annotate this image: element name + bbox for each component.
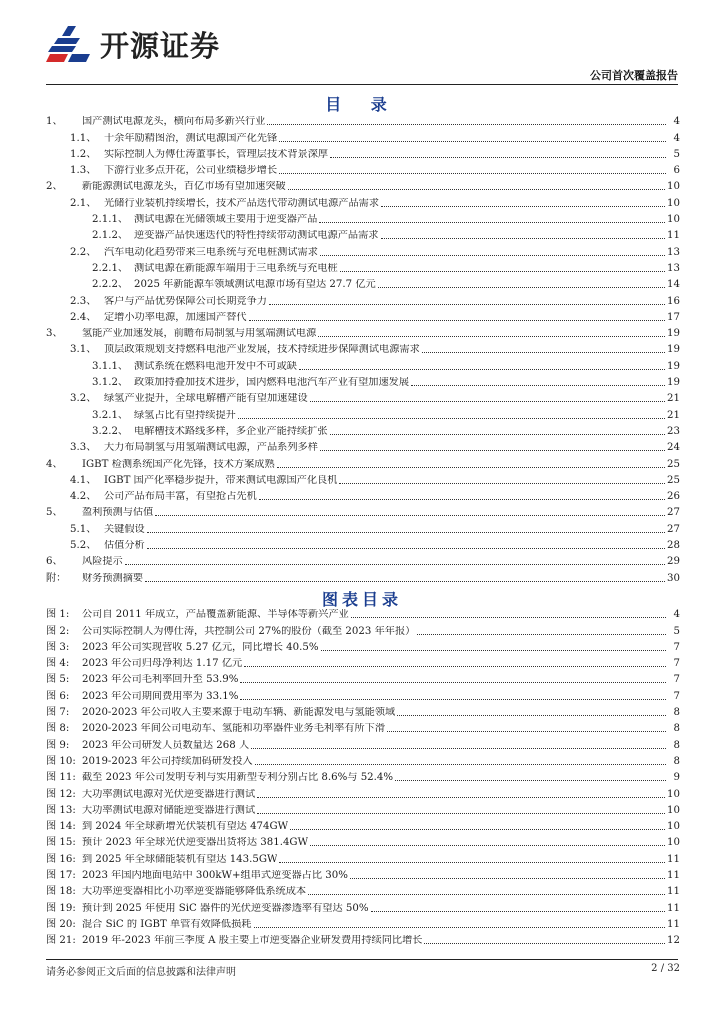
entry-number: 图 4:: [46, 658, 70, 670]
entry-text: 到 2025 年全球储能装机有望达 143.5GW: [82, 853, 278, 865]
entry-text: 国产测试电源龙头，横向布局多新兴行业: [82, 116, 266, 128]
figure-entry[interactable]: [46, 752, 680, 768]
dot-leader: [397, 715, 666, 716]
dot-leader: [279, 173, 666, 174]
entry-text: 到 2024 年全球新增光伏装机有望达 474GW: [82, 821, 289, 833]
entry-page: 13: [667, 262, 680, 274]
toc-entry[interactable]: [46, 471, 680, 487]
entry-text: 汽车电动化趋势带来三电系统与充电桩测试需求: [104, 246, 318, 258]
entry-number: 图 21:: [46, 935, 76, 947]
dot-leader: [424, 943, 665, 944]
dot-leader: [145, 581, 665, 582]
figure-entry[interactable]: [46, 801, 680, 817]
entry-number: 3.1.2、: [92, 377, 129, 389]
dot-leader: [269, 304, 665, 305]
entry-number: 图 16:: [46, 853, 76, 865]
entry-page: 23: [667, 425, 680, 437]
toc-entry[interactable]: [46, 356, 680, 372]
toc-entry[interactable]: [46, 145, 680, 161]
dot-leader: [340, 271, 665, 272]
toc-entry[interactable]: [46, 226, 680, 242]
entry-text: 2019-2023 年公司持续加码研发投入: [82, 755, 253, 767]
dot-leader: [257, 813, 665, 814]
entry-page: 11: [667, 902, 680, 914]
entry-page: 7: [673, 641, 680, 653]
entry-text: 关键假设: [104, 523, 145, 535]
entry-page: 27: [667, 523, 680, 535]
entry-page: 14: [667, 279, 680, 291]
entry-number: 图 13:: [46, 804, 76, 816]
dot-leader: [277, 467, 665, 468]
entry-text: 绿氢占比有望持续提升: [134, 409, 236, 421]
dot-leader: [339, 483, 665, 484]
entry-number: 附：: [46, 572, 67, 584]
entry-page: 19: [667, 377, 680, 389]
dot-leader: [279, 141, 666, 142]
entry-page: 8: [673, 707, 680, 719]
figure-entry[interactable]: [46, 866, 680, 882]
footer-divider: [46, 959, 678, 960]
entry-text: 电解槽技术路线多样，多企业产能持续扩张: [134, 425, 328, 437]
toc-entry[interactable]: [46, 454, 680, 470]
toc-entry[interactable]: [46, 405, 680, 421]
entry-text: 盈利预测与估值: [82, 507, 154, 519]
entry-number: 图 3:: [46, 641, 70, 653]
page-header: [46, 20, 678, 82]
entry-number: 2.2.2、: [92, 279, 129, 291]
entry-text: 2023 年公司实现营收 5.27 亿元，同比增长 40.5%: [82, 641, 319, 653]
entry-text: 实际控制人为傅仕涛董事长，管理层技术背景深厚: [104, 148, 329, 160]
report-type: 公司首次覆盖报告: [590, 69, 678, 82]
entry-text: 定增小功率电源，加速国产替代: [104, 311, 247, 323]
entry-page: 7: [673, 674, 680, 686]
entry-number: 3.2.2、: [92, 425, 129, 437]
entry-number: 3.3、: [70, 442, 97, 454]
dot-leader: [320, 255, 665, 256]
entry-number: 3、: [46, 328, 63, 340]
entry-text: 大功率测试电源对光伏逆变器进行测试: [82, 788, 256, 800]
entry-page: 8: [673, 739, 680, 751]
dot-leader: [422, 352, 665, 353]
entry-text: 估值分析: [104, 540, 145, 552]
figure-entry[interactable]: [46, 686, 680, 702]
figure-entry[interactable]: [46, 654, 680, 670]
toc-entry[interactable]: [46, 308, 680, 324]
entry-number: 图 9:: [46, 739, 70, 751]
entry-number: 1.1、: [70, 132, 97, 144]
entry-number: 2.4、: [70, 311, 97, 323]
entry-text: 测试电源在新能源车端用于三电系统与充电桩: [134, 262, 338, 274]
toc-entry[interactable]: [46, 242, 680, 258]
toc-entry[interactable]: [46, 552, 680, 568]
entry-text: 风险提示: [82, 556, 123, 568]
entry-page: 6: [673, 165, 680, 177]
entry-page: 11: [667, 853, 680, 865]
dot-leader: [381, 206, 665, 207]
entry-text: 预计 2023 年全球光伏逆变器出货将达 381.4GW: [82, 837, 309, 849]
figures-list: [46, 605, 680, 947]
entry-number: 2.1.2、: [92, 230, 129, 242]
entry-text: 十余年励精图治，测试电源国产化先锋: [104, 132, 278, 144]
entry-number: 1.3、: [70, 165, 97, 177]
entry-page: 4: [673, 609, 680, 621]
toc-entry[interactable]: [46, 259, 680, 275]
toc-entry[interactable]: [46, 210, 680, 226]
entry-page: 4: [673, 116, 680, 128]
entry-page: 10: [667, 197, 680, 209]
dot-leader: [411, 385, 665, 386]
entry-text: IGBT 国产化率稳步提升，带来测试电源国产化良机: [104, 474, 338, 486]
entry-page: 10: [667, 837, 680, 849]
brand-name: 开源证券: [100, 28, 221, 63]
entry-page: 19: [667, 360, 680, 372]
entry-text: 顶层政策规划支持燃料电池产业发展，技术持续进步保障测试电源需求: [104, 344, 420, 356]
entry-number: 3.2.1、: [92, 409, 129, 421]
dot-leader: [310, 845, 665, 846]
toc-title: 目 录: [325, 95, 399, 114]
entry-text: 2023 年公司研发人员数量达 268 人: [82, 739, 250, 751]
entry-text: 2020-2023 年公司收入主要来源于电动车辆、新能源发电与氢能领域: [82, 707, 396, 719]
entry-page: 10: [667, 214, 680, 226]
toc-entry[interactable]: [46, 536, 680, 552]
toc-entry[interactable]: [46, 389, 680, 405]
entry-text: IGBT 检测系统国产化先锋，技术方案成熟: [82, 458, 275, 470]
entry-page: 21: [667, 409, 680, 421]
header-divider: [46, 84, 678, 85]
dot-leader: [267, 124, 666, 125]
dot-leader: [351, 617, 666, 618]
dot-leader: [321, 650, 666, 651]
entry-text: 新能源测试电源龙头，百亿市场有望加速突破: [82, 181, 286, 193]
entry-page: 9: [673, 772, 680, 784]
dot-leader: [350, 878, 665, 879]
entry-number: 3.2、: [70, 393, 97, 405]
toc-entry[interactable]: [46, 324, 680, 340]
entry-text: 2019 年-2023 年前三季度 A 股主要上市逆变器企业研发费用持续同比增长: [82, 935, 423, 947]
dot-leader: [240, 699, 666, 700]
entry-number: 图 14:: [46, 821, 76, 833]
entry-number: 图 2:: [46, 625, 70, 637]
entry-text: 混合 SiC 的 IGBT 单管有效降低损耗: [82, 918, 252, 930]
entry-text: 政策加持叠加技术进步，国内燃料电池汽车产业有望加速发展: [134, 377, 410, 389]
entry-text: 2023 年国内地面电站中 300kW+组串式逆变器占比 30%: [82, 870, 348, 882]
brand-logo: [46, 22, 220, 66]
entry-text: 2020-2023 年间公司电动车、氢能和功率器件业务毛利率有所下滑: [82, 723, 386, 735]
figure-entry[interactable]: [46, 638, 680, 654]
dot-leader: [147, 548, 665, 549]
toc-entry[interactable]: [46, 503, 680, 519]
entry-page: 19: [667, 328, 680, 340]
footer-disclaimer: 请务必参阅正文后面的信息披露和法律声明: [46, 967, 236, 978]
toc-list: [46, 112, 680, 585]
toc-entry[interactable]: [46, 193, 680, 209]
figure-entry[interactable]: [46, 621, 680, 637]
dot-leader: [371, 911, 665, 912]
entry-number: 图 1:: [46, 609, 70, 621]
dot-leader: [249, 320, 665, 321]
entry-page: 17: [667, 311, 680, 323]
entry-page: 26: [667, 491, 680, 503]
page-number: 2 / 32: [651, 963, 680, 974]
entry-page: 28: [667, 540, 680, 552]
toc-entry[interactable]: [46, 291, 680, 307]
entry-number: 1、: [46, 116, 63, 128]
entry-number: 图 19:: [46, 902, 76, 914]
figure-entry[interactable]: [46, 703, 680, 719]
entry-text: 光储行业装机持续增长，技术产品迭代带动测试电源产品需求: [104, 197, 380, 209]
figure-entry[interactable]: [46, 898, 680, 914]
entry-text: 公司实际控制人为傅仕涛，共控制公司 27%的股份（截至 2023 年年报）: [82, 625, 416, 637]
dot-leader: [288, 189, 665, 190]
entry-text: 大功率测试电源对储能逆变器进行测试: [82, 804, 256, 816]
dot-leader: [147, 532, 665, 533]
dot-leader: [330, 157, 666, 158]
figure-entry[interactable]: [46, 833, 680, 849]
dot-leader: [279, 862, 665, 863]
entry-text: 大功率逆变器相比小功率逆变器能够降低系统成本: [82, 886, 307, 898]
entry-number: 3.1.1、: [92, 360, 129, 372]
entry-page: 11: [667, 230, 680, 242]
dot-leader: [299, 369, 665, 370]
entry-text: 截至 2023 年公司发明专利与实用新型专利分别占比 8.6%与 52.4%: [82, 772, 394, 784]
toc-entry[interactable]: [46, 340, 680, 356]
figure-entry[interactable]: [46, 784, 680, 800]
entry-page: 8: [673, 755, 680, 767]
figure-entry[interactable]: [46, 817, 680, 833]
entry-number: 2.2、: [70, 246, 97, 258]
entry-page: 21: [667, 393, 680, 405]
entry-text: 2023 年公司毛利率回升至 53.9%: [82, 674, 239, 686]
entry-number: 图 12:: [46, 788, 76, 800]
brand-logo-icon: [46, 22, 94, 66]
entry-text: 测试电源在光储领域主要用于逆变器产品: [134, 214, 318, 226]
figures-title: 图表目录: [321, 590, 402, 609]
dot-leader: [320, 450, 665, 451]
dot-leader: [240, 682, 666, 683]
toc-entry[interactable]: [46, 519, 680, 535]
entry-text: 客户与产品优势保障公司长期竞争力: [104, 295, 267, 307]
entry-page: 11: [667, 870, 680, 882]
dot-leader: [255, 764, 666, 765]
toc-entry[interactable]: [46, 422, 680, 438]
entry-page: 4: [673, 132, 680, 144]
entry-number: 图 17:: [46, 870, 76, 882]
entry-text: 氢能产业加速发展，前瞻布局制氢与用氢端测试电源: [82, 328, 317, 340]
figure-entry[interactable]: [46, 931, 680, 947]
toc-entry[interactable]: [46, 177, 680, 193]
figure-entry[interactable]: [46, 768, 680, 784]
entry-number: 4、: [46, 458, 63, 470]
entry-text: 公司自 2011 年成立，产品覆盖新能源、半导体等新兴产业: [82, 609, 349, 621]
entry-number: 图 10:: [46, 755, 76, 767]
dot-leader: [259, 499, 665, 500]
entry-text: 测试系统在燃料电池开发中不可或缺: [134, 360, 297, 372]
entry-number: 2.2.1、: [92, 262, 129, 274]
entry-number: 图 20:: [46, 918, 76, 930]
dot-leader: [244, 666, 666, 667]
entry-page: 5: [673, 148, 680, 160]
entry-number: 6、: [46, 556, 63, 568]
dot-leader: [254, 927, 666, 928]
entry-text: 预计到 2025 年使用 SiC 器件的光伏逆变器渗透率有望达 50%: [82, 902, 369, 914]
toc-entry[interactable]: [46, 161, 680, 177]
entry-page: 10: [667, 804, 680, 816]
entry-page: 25: [667, 474, 680, 486]
entry-page: 10: [667, 181, 680, 193]
entry-page: 11: [667, 918, 680, 930]
dot-leader: [318, 336, 665, 337]
entry-number: 图 18:: [46, 886, 76, 898]
dot-leader: [395, 780, 666, 781]
entry-text: 财务预测摘要: [82, 572, 144, 584]
entry-page: 25: [667, 458, 680, 470]
entry-number: 5.1、: [70, 523, 97, 535]
entry-number: 4.1、: [70, 474, 97, 486]
dot-leader: [417, 634, 666, 635]
entry-number: 图 6:: [46, 690, 70, 702]
entry-page: 29: [667, 556, 680, 568]
entry-text: 逆变器产品快速迭代的特性持续带动测试电源产品需求: [134, 230, 379, 242]
entry-text: 2025 年新能源车领域测试电源市场有望达 27.7 亿元: [134, 279, 376, 291]
toc-entry[interactable]: [46, 487, 680, 503]
entry-page: 30: [667, 572, 680, 584]
entry-page: 8: [673, 723, 680, 735]
dot-leader: [319, 222, 665, 223]
entry-text: 绿氢产业提升，全球电解槽产能有望加速建设: [104, 393, 308, 405]
entry-page: 24: [667, 442, 680, 454]
entry-page: 12: [667, 935, 680, 947]
entry-page: 11: [667, 886, 680, 898]
entry-text: 下游行业多点开花，公司业绩稳步增长: [104, 165, 278, 177]
entry-page: 7: [673, 690, 680, 702]
dot-leader: [155, 515, 665, 516]
dot-leader: [238, 418, 665, 419]
toc-entry[interactable]: [46, 112, 680, 128]
figure-entry[interactable]: [46, 605, 680, 621]
toc-entry[interactable]: [46, 373, 680, 389]
toc-entry[interactable]: [46, 568, 680, 584]
figure-entry[interactable]: [46, 735, 680, 751]
figure-entry[interactable]: [46, 882, 680, 898]
dot-leader: [310, 401, 665, 402]
entry-number: 2.1、: [70, 197, 97, 209]
entry-page: 10: [667, 788, 680, 800]
entry-number: 图 11:: [46, 772, 76, 784]
dot-leader: [257, 797, 665, 798]
dot-leader: [290, 829, 665, 830]
figure-entry[interactable]: [46, 849, 680, 865]
entry-number: 5.2、: [70, 540, 97, 552]
entry-number: 3.1、: [70, 344, 97, 356]
entry-text: 2023 年公司归母净利达 1.17 亿元: [82, 658, 243, 670]
entry-number: 1.2、: [70, 148, 97, 160]
entry-page: 27: [667, 507, 680, 519]
entry-number: 5、: [46, 507, 63, 519]
entry-page: 13: [667, 246, 680, 258]
entry-number: 图 7:: [46, 707, 70, 719]
dot-leader: [330, 434, 665, 435]
dot-leader: [251, 748, 666, 749]
figure-entry[interactable]: [46, 670, 680, 686]
entry-text: 公司产品布局丰富，有望抢占先机: [104, 491, 257, 503]
entry-number: 图 15:: [46, 837, 76, 849]
entry-number: 图 8:: [46, 723, 70, 735]
toc-entry[interactable]: [46, 438, 680, 454]
entry-text: 2023 年公司期间费用率为 33.1%: [82, 690, 239, 702]
entry-number: 2.1.1、: [92, 214, 129, 226]
toc-entry[interactable]: [46, 275, 680, 291]
entry-text: 大力布局制氢与用氢端测试电源，产品系列多样: [104, 442, 318, 454]
dot-leader: [378, 287, 665, 288]
figure-entry[interactable]: [46, 915, 680, 931]
entry-number: 2、: [46, 181, 63, 193]
entry-number: 4.2、: [70, 491, 97, 503]
toc-entry[interactable]: [46, 128, 680, 144]
dot-leader: [125, 564, 665, 565]
dot-leader: [387, 731, 666, 732]
entry-number: 图 5:: [46, 674, 70, 686]
entry-page: 7: [673, 658, 680, 670]
entry-page: 19: [667, 344, 680, 356]
dot-leader: [308, 894, 665, 895]
figure-entry[interactable]: [46, 719, 680, 735]
entry-page: 5: [673, 625, 680, 637]
entry-page: 10: [667, 821, 680, 833]
dot-leader: [381, 238, 666, 239]
entry-number: 2.3、: [70, 295, 97, 307]
entry-page: 16: [667, 295, 680, 307]
